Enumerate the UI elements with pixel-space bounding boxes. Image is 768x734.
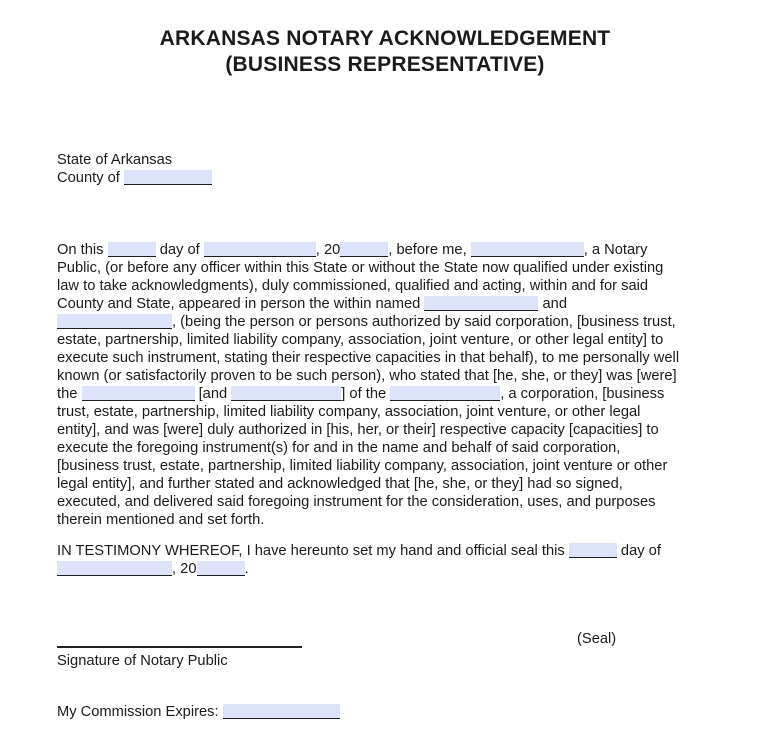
commission-expiry-field[interactable]	[223, 704, 340, 719]
paragraph-line	[57, 421, 713, 439]
text-run: My Commission Expires:	[57, 704, 223, 720]
text-run: day of	[616, 543, 661, 559]
text-run: ] of the	[341, 386, 391, 402]
paragraph-line	[57, 511, 713, 529]
county-field[interactable]	[124, 170, 212, 185]
seal-label: (Seal)	[577, 631, 617, 647]
text-run: [and	[194, 386, 232, 402]
month-field[interactable]	[204, 242, 316, 257]
paragraph-line	[57, 313, 713, 331]
text-run: , 20	[315, 242, 341, 258]
text-run: estate, partnership, limited liability company, association, joint venture, or other legal entity] to	[57, 332, 664, 348]
text-run: , (being the person or persons authorized by said corporation, [business trust,	[172, 314, 676, 330]
signature-caption: Signature of Notary Public	[57, 653, 228, 669]
text-run: entity], and was [were] duly authorized in [his, her, or their] respective capacity [capacities] to	[57, 422, 659, 438]
paragraph-line	[57, 259, 713, 277]
paragraph-line	[57, 349, 713, 367]
text-run: the	[57, 386, 82, 402]
document-title-line2: (BUSINESS REPRESENTATIVE)	[225, 53, 545, 76]
paragraph-line	[57, 241, 713, 259]
paragraph-line	[57, 493, 713, 511]
text-run: day of	[155, 242, 204, 258]
year-field[interactable]	[340, 242, 388, 257]
paragraph-line	[57, 475, 713, 493]
acknowledgement-paragraph	[57, 241, 713, 529]
venue-block	[57, 151, 713, 187]
text-run: execute the foregoing instrument(s) for and in the name and behalf of said corporation,	[57, 440, 621, 456]
signature-row	[57, 630, 713, 648]
text-run: , a corporation, [business	[500, 386, 665, 402]
paragraph-line	[57, 560, 713, 578]
text-run: therein mentioned and set forth.	[57, 512, 265, 528]
text-run: , 20	[172, 561, 197, 577]
text-run: known (or satisfactorily proven to be such person), who stated that [he, she, or they] was [were]	[57, 368, 677, 384]
document-content	[0, 26, 768, 721]
text-run: trust, estate, partnership, limited liability company, association, joint venture, or other legal	[57, 404, 641, 420]
paragraph-line	[57, 385, 713, 403]
state-line: State of Arkansas	[57, 152, 173, 168]
paragraph-line	[57, 457, 713, 475]
document-title-line1: ARKANSAS NOTARY ACKNOWLEDGEMENT	[159, 27, 611, 50]
text-run: [business trust, estate, partnership, limited liability company, association, joint venture or other	[57, 458, 668, 474]
text-run: execute such instrument, stating their respective capacities in that behalf), to me personally well	[57, 350, 680, 366]
paragraph-line	[57, 403, 713, 421]
second-representative-name-field[interactable]	[57, 314, 172, 329]
paragraph-line	[57, 331, 713, 349]
testimony-month-field[interactable]	[57, 561, 172, 576]
notary-signature-line	[57, 630, 302, 648]
text-run: IN TESTIMONY WHEREOF, I have hereunto set my hand and official seal this	[57, 543, 569, 559]
commission-expires-line	[57, 703, 713, 721]
text-run: and	[538, 296, 568, 312]
text-run: On this	[57, 242, 108, 258]
day-field[interactable]	[108, 242, 156, 257]
text-run: County of	[57, 170, 124, 186]
text-run: County and State, appeared in person the within named	[57, 296, 425, 312]
county-line	[57, 169, 713, 187]
representative-name-field[interactable]	[424, 296, 538, 311]
text-run: law to take acknowledgments), duly commissioned, qualified and acting, within and for said	[57, 278, 649, 294]
testimony-day-field[interactable]	[569, 543, 617, 558]
testimony-year-field[interactable]	[197, 561, 245, 576]
text-run: Public, (or before any officer within this State or without the State now qualified under existing	[57, 260, 664, 276]
text-run: , a Notary	[583, 242, 648, 258]
entity-name-field[interactable]	[390, 386, 500, 401]
testimony-paragraph	[57, 542, 713, 578]
text-run: executed, and delivered said foregoing instrument for the consideration, uses, and purposes	[57, 494, 656, 510]
paragraph-line	[57, 367, 713, 385]
text-run: , before me,	[388, 242, 471, 258]
paragraph-line	[57, 277, 713, 295]
paragraph-line	[57, 439, 713, 457]
text-run: legal entity], and further stated and acknowledged that [he, she, or they] had so signed,	[57, 476, 623, 492]
text-run: .	[244, 561, 249, 577]
second-title-field[interactable]	[231, 386, 341, 401]
paragraph-line	[57, 295, 713, 313]
notary-name-field[interactable]	[471, 242, 584, 257]
paragraph-line	[57, 542, 713, 560]
document-title	[57, 26, 713, 78]
title-field[interactable]	[82, 386, 195, 401]
